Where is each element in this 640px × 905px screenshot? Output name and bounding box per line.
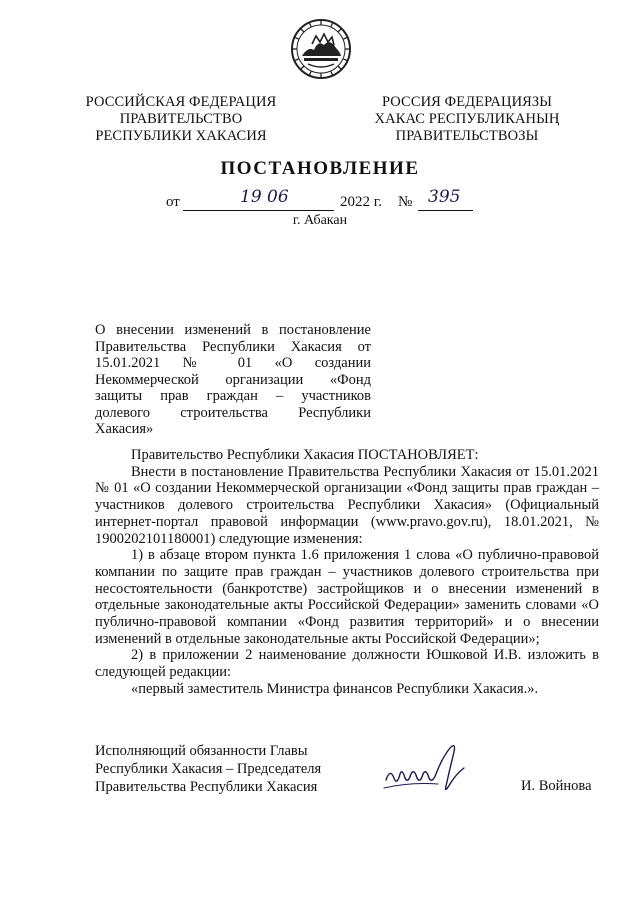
header-right-line-1: РОССИЯ ФЕДЕРАЦИЯЗЫ — [381, 94, 553, 110]
document-body — [95, 447, 599, 698]
signatory-position-line-1: Исполняющий обязанности Главы — [95, 743, 308, 759]
number-underline — [418, 210, 473, 211]
header-left-line-2: ПРАВИТЕЛЬСТВО — [119, 111, 243, 127]
body-paragraph-2: Внести в постановление Правительства Республики Хакасия от 15.01.2021 № 01 «О создании Некоммерческой организации «Фонд защиты прав граждан – участников долевого строительства Республики Хакасия» (Официальный интернет-портал правовой информации (www.pravo.gov.ru), 18.01.2021, № 1900202101180001) следующие изменения: — [95, 463, 599, 547]
date-underline — [183, 210, 334, 211]
coat-of-arms-icon — [290, 18, 352, 80]
handwritten-signature — [380, 738, 480, 800]
body-paragraph-4: 2) в приложении 2 наименование должности Юшковой И.В. изложить в следующей редакции: — [95, 647, 599, 681]
signatory-position-line-3: Правительства Республики Хакасия — [95, 779, 318, 795]
header-right-block — [362, 94, 572, 145]
signatory-position-line-2: Республики Хакасия – Председателя — [95, 761, 322, 777]
signatory-position — [95, 742, 321, 796]
city-name: г. Абакан — [292, 213, 348, 228]
number-label: № — [398, 194, 413, 210]
number-handwritten: 395 — [428, 187, 461, 207]
header-right-line-3: ПРАВИТЕЛЬСТВОЗЫ — [395, 128, 539, 144]
date-from-label: от — [166, 194, 180, 210]
date-year: 2022 г. — [340, 194, 382, 210]
body-paragraph-3: 1) в абзаце втором пункта 1.6 приложения 1 слова «О публично-правовой компании по защите прав граждан – участников долевого строительства при несостоятельности (банкротстве) застройщиков и о внесении изменений в отдельные законодательные акты Российской Федерации» заменить словами «О публично-правовой компании «Фонд развития территорий» и о внесении изменений в отдельные законодательные акты Российской Федерации»; — [95, 547, 599, 647]
body-paragraph-5: «первый заместитель Министра финансов Республики Хакасия.». — [131, 680, 539, 697]
document-subject: О внесении изменений в постановление Правительства Республики Хакасия от 15.01.2021 № 01 «О создании Некоммерческой организации «Фонд защиты прав граждан – участников долевого строительства Республики Хакасия» — [95, 322, 371, 437]
header-left-line-3: РЕСПУБЛИКИ ХАКАСИЯ — [95, 128, 267, 144]
date-handwritten: 19 06 — [240, 187, 289, 207]
header-left-block — [76, 94, 286, 145]
signatory-name: И. Войнова — [521, 778, 592, 794]
date-line — [0, 187, 640, 214]
document-title: ПОСТАНОВЛЕНИЕ — [220, 158, 420, 179]
header-left-line-1: РОССИЙСКАЯ ФЕДЕРАЦИЯ — [85, 94, 277, 110]
header-right-line-2: ХАКАС РЕСПУБЛИКАНЫҢ — [374, 111, 560, 127]
body-paragraph-1: Правительство Республики Хакасия ПОСТАНОВЛЯЕТ: — [131, 447, 479, 463]
